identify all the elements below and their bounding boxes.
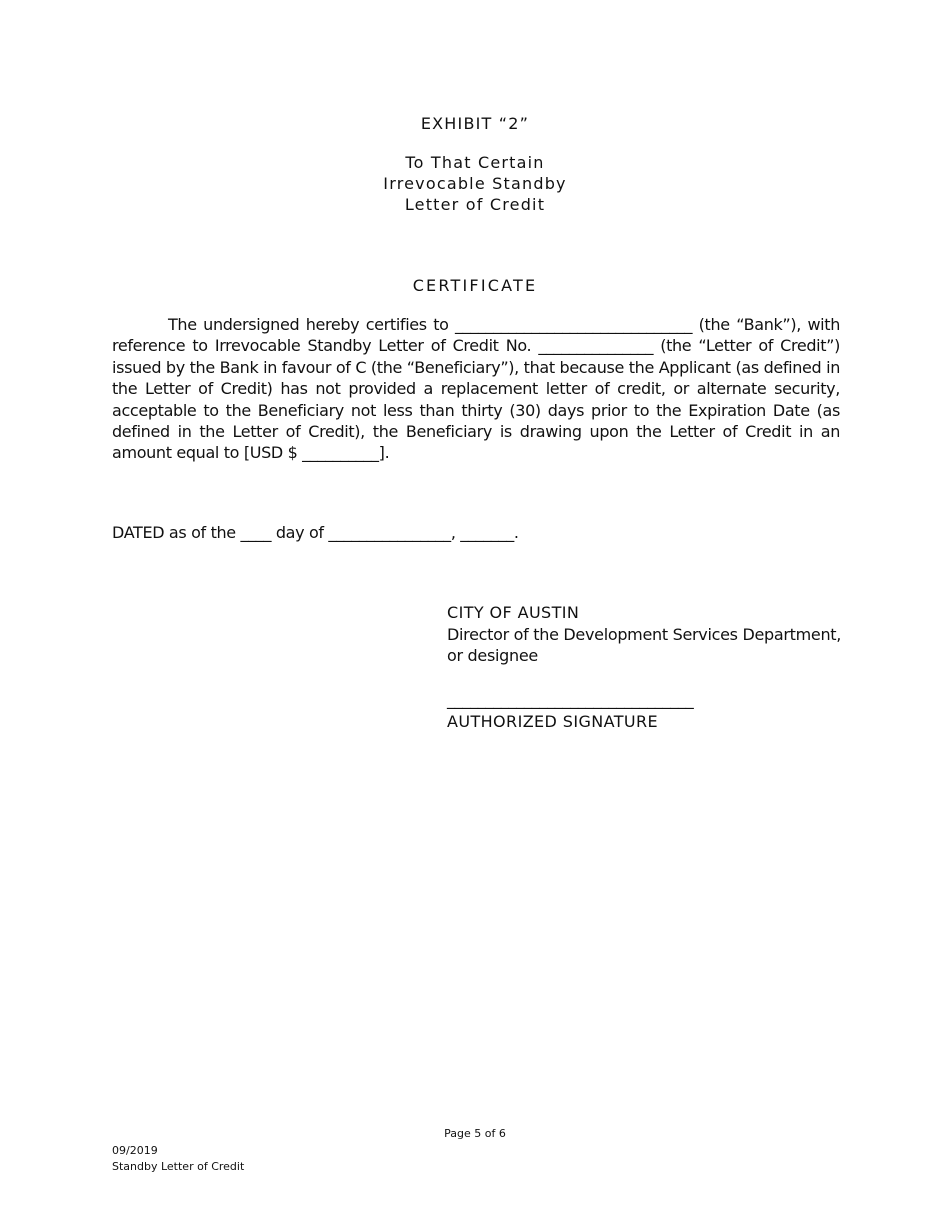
organization-name: CITY OF AUSTIN [447,603,580,622]
certificate-body: The undersigned hereby certifies to _______________________________ (the “Bank”), with reference to Irrevocable Standby Letter of Credit No. _______________ (the “Letter of Credit”) issued by the Bank in favour of C (the “Beneficiary”), that because the Applicant (as defined in the Letter of Credit) has not provided a replacement letter of credit, or alternate security, acceptable to the Beneficiary not less than thirty (30) days prior to the Expiration Date (as defined in the Letter of Credit), the Beneficiary is drawing upon the Letter of Credit in an amount equal to [USD $ __________]. [112,315,840,463]
footer-info [112,1143,244,1175]
exhibit-label: EXHIBIT “2” [420,114,530,133]
exhibit-title [0,113,950,134]
document-title [0,152,950,215]
title-line-3: Letter of Credit [404,195,546,214]
certificate-heading [0,275,950,296]
footer-date: 09/2019 [112,1144,158,1157]
signature-area [447,689,847,732]
certificate-heading-text: CERTIFICATE [412,276,538,295]
title-line-1: To That Certain [405,153,545,172]
dated-line: DATED as of the ____ day of ________________, _______. [112,523,519,542]
footer-document-name: Standby Letter of Credit [112,1160,245,1173]
signatory-title-line-2: or designee [447,646,538,665]
signature-line: ________________________________ [447,690,694,709]
signature-label: AUTHORIZED SIGNATURE [447,711,659,731]
signatory-title-line-1: Director of the Development Services Department, [447,624,842,644]
signature-organization [447,602,847,667]
title-line-2: Irrevocable Standby [383,174,567,193]
page-number: Page 5 of 6 [444,1127,506,1140]
